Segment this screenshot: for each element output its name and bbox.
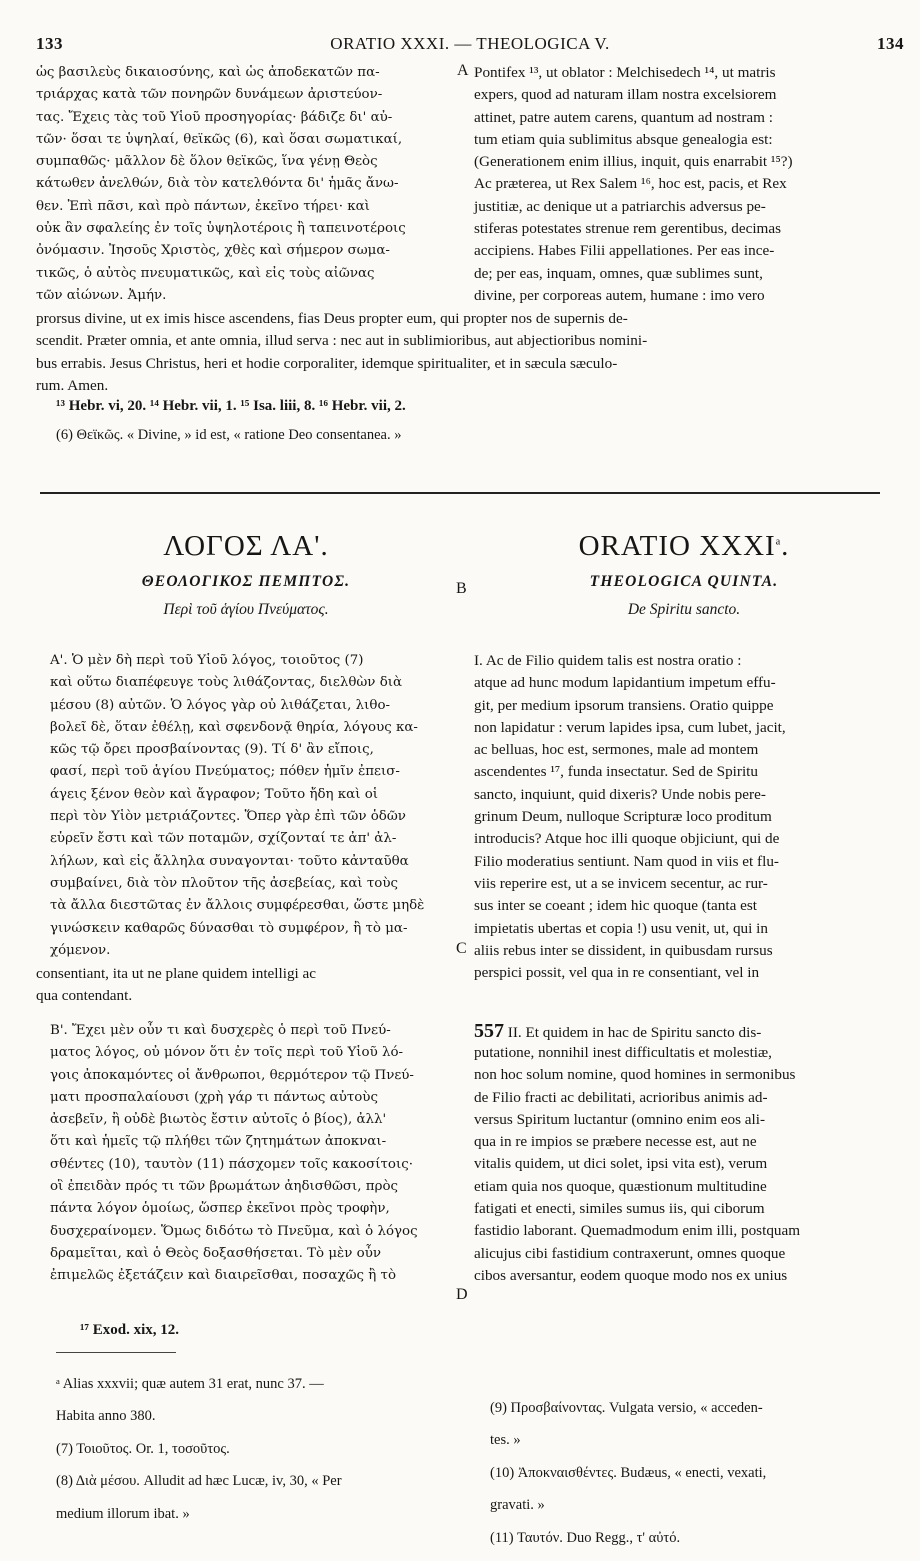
- latin-line: versus Spiritum luctantur (omnino enim eos ali-: [474, 1110, 766, 1128]
- greek-line: ματος λόγος, οὐ μόνον ὅτι ἐν τοῖς περὶ τοῦ Υἱοῦ λό-: [50, 1045, 404, 1061]
- greek-line: φασί, περὶ τοῦ ἁγίου Πνεύματος; πόθεν ἡμῖν ἐπεισ-: [50, 764, 400, 780]
- margin-letter-a: A: [457, 62, 469, 79]
- latin-continuation: [36, 963, 456, 1008]
- footnote-line: gravati. »: [490, 1497, 545, 1513]
- greek-line: οἳ ἐπειδὰν πρός τι τῶν βρωμάτων ἀηδισθῶσι, πρὸς: [50, 1179, 399, 1195]
- latin-line: fastidio laborant. Quemadmodum enim illi, postquam: [474, 1222, 801, 1240]
- latin-full-line: bus errabis. Jesus Christus, heri et hodie corporaliter, idemque spiritualiter, et in sæcula sæculo-: [36, 354, 618, 372]
- latin-line: aliis rebus inter se dissident, in quibusdam rursus: [474, 941, 773, 959]
- margin-letter-d: D: [456, 1286, 468, 1303]
- greek-line: δυσχεραίνομεν. Ὅμως διδότω τὸ Πνεῦμα, καὶ ὁ λόγος: [50, 1223, 418, 1239]
- footnote-line: Habita anno 380.: [56, 1408, 156, 1424]
- latin-line: qua contendant.: [36, 987, 133, 1005]
- latin-paragraph-1: [474, 650, 894, 984]
- margin-letter-b: B: [456, 580, 467, 597]
- footnotes-left: [56, 1360, 456, 1537]
- section-divider: [40, 492, 880, 494]
- greek-line: ὡς βασιλεὺς δικαιοσύνης, καὶ ὡς ἀποδεκατῶν πα-: [36, 65, 380, 80]
- latin-line: ac belluas, hoc est, sermones, male ad montem: [474, 741, 759, 759]
- top-full-width-latin: [36, 308, 896, 397]
- greek-line: τὰ ἄλλα διεστῶτας ἐν ἄλλοις συμφέρεσθαι, ὥστε μηδὲ: [50, 898, 425, 914]
- latin-full-line: prorsus divine, ut ex imis hisce ascendens, fias Deus propter eum, qui propter nos de supernis de-: [36, 310, 628, 327]
- footnote-6: (6) Θεϊκῶς. « Divine, » id est, « ratione Deo consentanea. »: [56, 427, 402, 443]
- footnote-line: (8) Διὰ μέσου. Alludit ad hæc Lucæ, iv, 30, « Per: [56, 1473, 342, 1489]
- greek-line: θεν. Ἐπὶ πᾶσι, καὶ πρὸ πάντων, ἐκεῖνο τήρει· καὶ: [36, 198, 370, 214]
- latin-line: putatione, nonnihil inest difficultatis et molestiæ,: [474, 1044, 772, 1061]
- greek-line: βολεῖ δὲ, ὅταν ἐθέλῃ, καὶ σφενδονᾷ θηρία, λόγους κα-: [50, 719, 418, 735]
- greek-line: κῶς τῷ ὄρει προσβαίνοντας (9). Τί δ' ἂν εἴποις,: [50, 742, 374, 758]
- scripture-reference-17: ¹⁷ Exod. xix, 12.: [80, 1322, 180, 1338]
- latin-line: justitiæ, ac denique ut a patriarchis adversus pe-: [474, 197, 766, 215]
- latin-line: divine, per corporeas autem, humane : imo vero: [474, 286, 765, 304]
- latin-line: Pontifex ¹³, ut oblator : Melchisedech ¹⁴, ut matris: [474, 64, 776, 81]
- greek-line: τας. Ἔχεις τὰς τοῦ Υἱοῦ προσηγορίας· βάδιζε δι' αὐ-: [36, 109, 393, 125]
- margin-letter-c: C: [456, 940, 467, 957]
- greek-line: κάτωθεν ἀνελθών, διὰ τὸν κατελθόντα δι' ἡμᾶς ἄνω-: [36, 176, 399, 192]
- top-latin-column: [474, 62, 894, 307]
- greek-line: ματι προσπαλαίουσι (χρὴ γάρ τι πάντως αὐτοὺς: [50, 1089, 378, 1105]
- latin-full-line: rum. Amen.: [36, 376, 109, 394]
- greek-line: συμπαθῶς· μᾶλλον δὲ ὅλον θεϊκῶς, ἵνα γένῃ Θεὸς: [36, 154, 378, 170]
- latin-oration-title-text: ORATIO XXXI: [578, 530, 776, 562]
- latin-paragraph-2-lead: II. Et quidem in hac de Spiritu sancto dis-: [507, 1024, 762, 1041]
- greek-line: καὶ οὕτω διαπέφευγε τοὺς λιθάζοντας, διελθὼν διὰ: [50, 675, 403, 691]
- greek-line: ἀσεβεῖν, ἢ οὐδὲ βιωτὸς ἔστιν αὐτοῖς ὁ βίος), ἀλλ': [50, 1112, 387, 1128]
- footnotes-right: [490, 1384, 890, 1561]
- latin-line: qua in re impios se præbere necesse est, aut ne: [474, 1133, 757, 1151]
- latin-line: Filio moderatius sentiunt. Nam quod in viis et flu-: [474, 852, 779, 870]
- latin-title-block: [474, 530, 894, 619]
- scripture-references-top: ¹³ Hebr. vi, 20. ¹⁴ Hebr. vii, 1. ¹⁵ Isa. liii, 8. ¹⁶ Hebr. vii, 2.: [56, 398, 406, 414]
- latin-line: (Generationem enim illius, inquit, quis enarrabit ¹⁵?): [474, 153, 793, 171]
- greek-paragraph-1: [50, 650, 456, 962]
- latin-line: fatigati et enecti, similes sumus iis, qui ciborum: [474, 1200, 765, 1218]
- greek-line: μέσου (8) αὐτῶν. Ὁ λόγος γὰρ οὐ λιθάζεται, λιθο-: [50, 697, 391, 713]
- latin-line: alicujus cibi fastidium contraxerunt, omnes quoque: [474, 1244, 786, 1262]
- greek-line: τῶν αἰώνων. Ἀμήν.: [36, 287, 167, 303]
- greek-line: γοις ἀποκαμόντες οἱ ἄνθρωποι, θερμότερον τῷ Πνεύ-: [50, 1067, 414, 1083]
- greek-line: οὐκ ἂν σφαλείης ἐν τοῖς ὑψηλοτέροις ἢ ταπεινοτέροις: [36, 221, 406, 237]
- latin-line: accipiens. Habes Filii appellationes. Per eas ince-: [474, 242, 775, 260]
- latin-paragraph-2-first-line: [474, 1020, 894, 1044]
- greek-line: τῶν· ὅσαι τε ὑψηλαί, θεϊκῶς (6), καὶ ὅσαι σωματικαί,: [36, 131, 403, 147]
- latin-line: tum etiam quia sublimitus absque genealogia est:: [474, 130, 773, 148]
- latin-oration-title: ORATIO XXXI$^a$.: [578, 530, 790, 562]
- greek-line: εὑρεῖν ἔστι καὶ τῶν ποταμῶν, σχίζονταί τε ἀπ' ἀλ-: [50, 831, 397, 847]
- footnote-line: tes. »: [490, 1432, 521, 1448]
- latin-line: grinum Deum, nulloque Scripturæ loco proditum: [474, 808, 772, 826]
- greek-line: ὀνόμασιν. Ἰησοῦς Χριστὸς, χθὲς καὶ σήμερον σωμα-: [36, 243, 390, 259]
- latin-line: viis reperire est, ut a se invicem secentur, ac rur-: [474, 874, 768, 892]
- footnote-rule-left: [56, 1352, 176, 1353]
- latin-line: Ac præterea, ut Rex Salem ¹⁶, hoc est, pacis, et Rex: [474, 175, 787, 193]
- latin-line: vitalis quidem, ut dici solet, ipsi vita est), verum: [474, 1155, 768, 1173]
- page-number-right: 134: [877, 34, 904, 53]
- greek-line: γινώσκειν καθαρῶς δύνασθαι τὸ συμφέρον, ἢ τὸ μα-: [50, 920, 408, 936]
- greek-line: πάντα λόγον ὁμοίως, ὥσπερ ἐκεῖνοι πρὸς τροφὴν,: [50, 1201, 390, 1217]
- latin-subject: De Spiritu sancto.: [627, 601, 741, 618]
- greek-line: συμβαίνει, διὰ τὸν πλοῦτον τῆς ἀσεβείας, καὶ τοὺς: [50, 875, 399, 891]
- latin-line: attinet, patre autem carens, quantum ad nostram :: [474, 108, 774, 126]
- top-greek-column: [36, 62, 456, 307]
- latin-line: stiferas potestates strenue rem gerentibus, decimas: [474, 220, 782, 238]
- footnote-line: medium illorum ibat. »: [56, 1505, 190, 1522]
- latin-line: de Filio fracti ac debilitati, acrioribus animis ad-: [474, 1088, 768, 1106]
- latin-line: de; per eas, inquam, omnes, quæ sublimes sunt,: [474, 264, 763, 282]
- latin-line: consentiant, ita ut ne plane quidem intelligi ac: [36, 965, 317, 982]
- greek-subtitle: ΘΕΟΛΟΓΙΚΟΣ ΠΕΜΠΤΟΣ.: [141, 573, 351, 590]
- latin-line: I. Ac de Filio quidem talis est nostra oratio :: [474, 652, 742, 669]
- greek-line: Α'. Ὁ μὲν δὴ περὶ τοῦ Υἱοῦ λόγος, τοιοῦτος (7): [50, 653, 364, 668]
- latin-line: ascendentes ¹⁷, funda insectatur. Sed de Spiritu: [474, 763, 758, 781]
- greek-subject: Περὶ τοῦ ἁγίου Πνεύματος.: [163, 601, 329, 618]
- latin-paragraph-2: [474, 1042, 894, 1287]
- greek-title-block: [36, 530, 456, 619]
- greek-oration-title: ΛΟΓΟΣ ΛΑ'.: [163, 530, 329, 562]
- footnote-line: ᵃ Alias xxxvii; quæ autem 31 erat, nunc 37. —: [56, 1375, 324, 1392]
- latin-line: git, per medium ipsorum transiens. Oratio quippe: [474, 696, 774, 714]
- page-number-left: 133: [36, 34, 63, 53]
- latin-line: etiam quia nos quoque, quæstionum multitudine: [474, 1177, 767, 1195]
- greek-line: περὶ τὸν Υἱὸν μετριάζοντες. Ὅπερ γὰρ ἐπὶ τῶν ὁδῶν: [50, 809, 406, 825]
- latin-title-sup: a: [775, 536, 782, 548]
- greek-paragraph-2: [50, 1020, 456, 1288]
- latin-line: sus inter se coeant ; idem hic quoque (tanta est: [474, 897, 757, 915]
- latin-line: non lapidatur : verum lapides ipsa, cum lubet, jacit,: [474, 718, 786, 736]
- greek-line: χόμενον.: [50, 942, 111, 958]
- greek-line: Β'. Ἔχει μὲν οὖν τι καὶ δυσχερὲς ὁ περὶ τοῦ Πνεύ-: [50, 1023, 391, 1038]
- greek-line: ἐπιμελῶς ἐξετάζειν καὶ διαιρεῖσθαι, ποσαχῶς ἢ τὸ: [50, 1268, 397, 1284]
- latin-line: impietatis ubertas et copia !) usu venit, ut, qui in: [474, 919, 768, 937]
- footnote-line: (10) Ἀποκναισθέντες. Budæus, « enecti, vexati,: [490, 1464, 767, 1481]
- footnote-line: (9) Προσβαίνοντας. Vulgata versio, « acceden-: [490, 1399, 763, 1416]
- greek-line: τριάρχας κατὰ τῶν πονηρῶν δυνάμεων ἀριστεύον-: [36, 87, 383, 103]
- greek-line: ὅτι καὶ ἡμεῖς τῷ πλήθει τῶν ζητημάτων ἀποκναι-: [50, 1134, 387, 1150]
- latin-line: expers, quod ad naturam illam nostra excelsiorem: [474, 86, 777, 104]
- latin-line: introducis? Atque hoc illi quoque objiciunt, qui de: [474, 830, 780, 848]
- column-number: 557: [474, 1020, 504, 1042]
- latin-line: atque ad hunc modum lapidantium impetum effu-: [474, 674, 776, 692]
- footnote-line: (11) Ταυτόν. Duo Regg., τ' αὐτό.: [490, 1529, 681, 1546]
- running-header: [36, 34, 904, 56]
- latin-full-line: scendit. Præter omnia, et ante omnia, illud serva : nec aut in sublimioribus, aut abjectioribus nomini-: [36, 332, 648, 350]
- greek-line: τικῶς, ὁ αὐτὸς πνευματικῶς, καὶ εἰς τοὺς αἰῶνας: [36, 265, 375, 281]
- greek-line: δραμεῖται, καὶ ὁ Θεὸς δοξασθήσεται. Τὸ μὲν οὖν: [50, 1245, 381, 1261]
- greek-line: λήλων, καὶ εἰς ἄλληλα συναγονται· τοῦτο κἀνταῦθα: [50, 853, 409, 869]
- latin-line: cibos aversantur, eodem quoque modo nos ex unius: [474, 1266, 788, 1284]
- greek-line: σθέντες (10), ταυτὸν (11) πάσχομεν τοῖς κακοσίτοις·: [50, 1156, 413, 1172]
- greek-line: άγεις ξένον θεὸν καὶ ἄγραφον; Τοῦτο ἤδη καὶ οἱ: [50, 786, 379, 802]
- running-title: ORATIO XXXI. — THEOLOGICA V.: [330, 34, 610, 53]
- latin-line: non hoc solum nomine, quod homines in sermonibus: [474, 1066, 796, 1084]
- latin-subtitle: THEOLOGICA QUINTA.: [589, 573, 779, 590]
- footnote-line: (7) Τοιοῦτος. Or. 1, τοσοῦτος.: [56, 1440, 230, 1457]
- latin-line: sancto, inquiunt, quid dixeris? Unde nobis pere-: [474, 785, 766, 803]
- latin-line: perspici possit, vel qua in re consentiant, vel in: [474, 964, 760, 982]
